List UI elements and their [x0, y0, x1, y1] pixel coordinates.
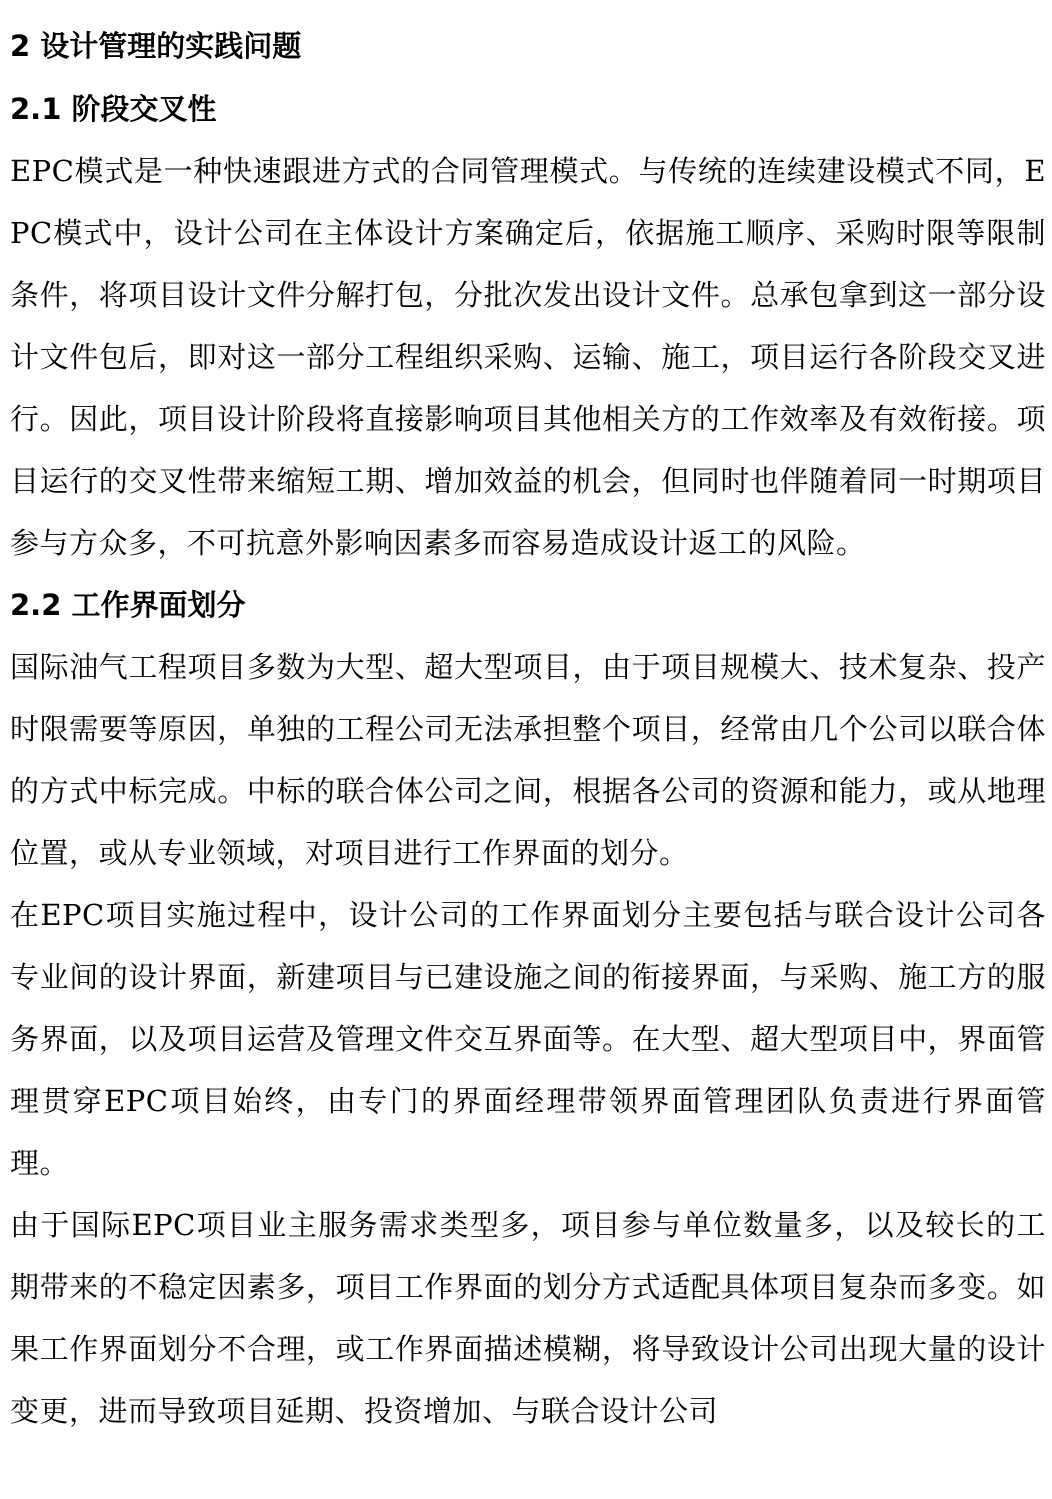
- paragraph-stage-overlap: EPC模式是一种快速跟进方式的合同管理模式。与传统的连续建设模式不同，EPC模式中，设计公司在主体设计方案确定后，依据施工顺序、采购时限等限制条件，将项目设计文件分解打包，分批次发出设计文件。总承包拿到这一部分设计文件包后，即对这一部分工程组织采购、运输、施工，项目运行各阶段交叉进行。因此，项目设计阶段将直接影响项目其他相关方的工作效率及有效衔接。项目运行的交叉性带来缩短工期、增加效益的机会，但同时也伴随着同一时期项目参与方众多，不可抗意外影响因素多而容易造成设计返工的风险。: [10, 154, 1046, 560]
- subsection-heading-2-1: 2.1 阶段交叉性: [10, 92, 217, 126]
- paragraph-interface-scope: 在EPC项目实施过程中，设计公司的工作界面划分主要包括与联合设计公司各专业间的设计界面，新建项目与已建设施之间的衔接界面，与采购、施工方的服务界面，以及项目运营及管理文件交互界面等。在大型、超大型项目中，界面管理贯穿EPC项目始终，由专门的界面经理带领界面管理团队负责进行界面管理。: [10, 898, 1046, 1180]
- section-heading: 2 设计管理的实践问题: [10, 29, 302, 63]
- subsection-heading-2-2: 2.2 工作界面划分: [10, 588, 246, 622]
- paragraph-interface-intro: 国际油气工程项目多数为大型、超大型项目，由于项目规模大、技术复杂、投产时限需要等原因，单独的工程公司无法承担整个项目，经常由几个公司以联合体的方式中标完成。中标的联合体公司之间，根据各公司的资源和能力，或从地理位置，或从专业领域，对项目进行工作界面的划分。: [10, 650, 1046, 870]
- paragraph-interface-risk: 由于国际EPC项目业主服务需求类型多，项目参与单位数量多，以及较长的工期带来的不稳定因素多，项目工作界面的划分方式适配具体项目复杂而多变。如果工作界面划分不合理，或工作界面描述模糊，将导致设计公司出现大量的设计变更，进而导致项目延期、投资增加、与联合设计公司: [10, 1208, 1046, 1428]
